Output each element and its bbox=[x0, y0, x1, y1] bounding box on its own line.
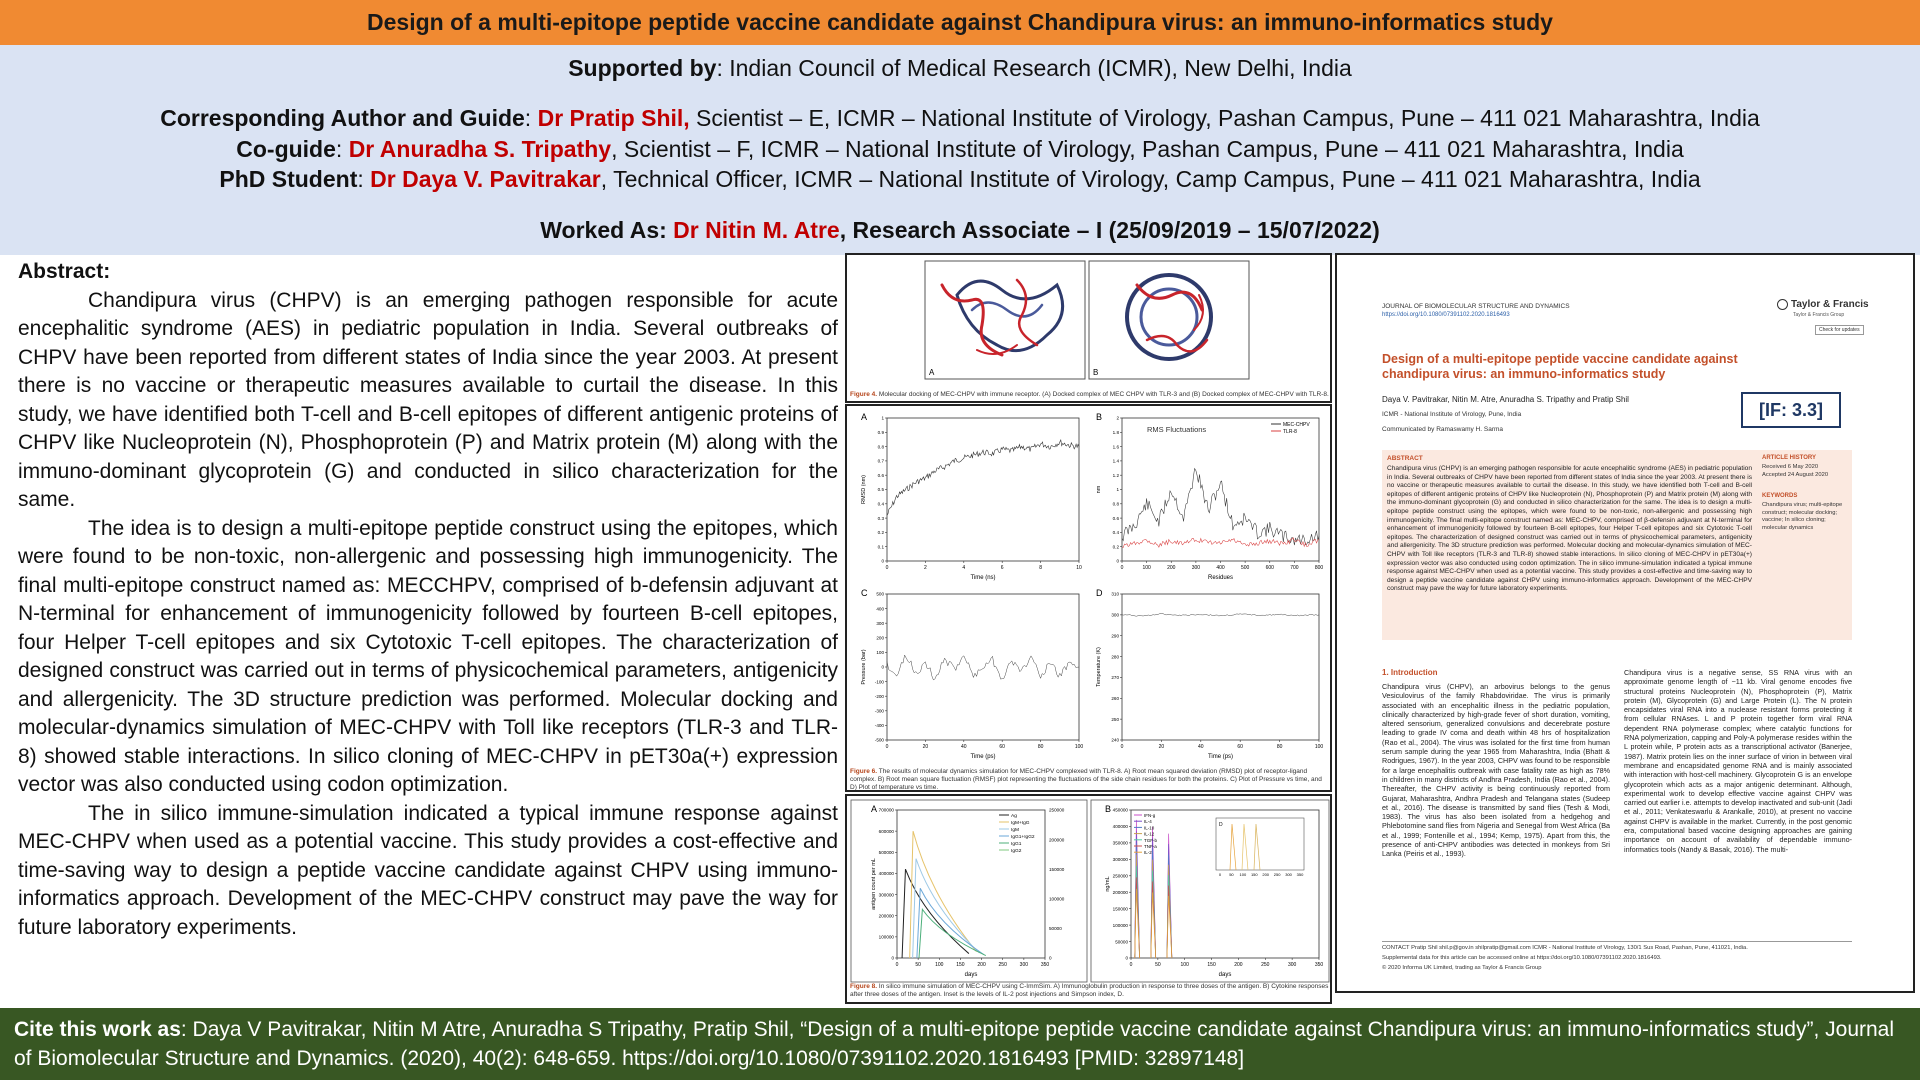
supported-label: Supported by bbox=[568, 55, 717, 81]
chart-0-ytick-label-4: 0.4 bbox=[877, 501, 884, 507]
chart-3-plot-frame bbox=[1122, 594, 1319, 740]
chart-3-xlabel: Time (ps) bbox=[1207, 754, 1234, 760]
immune-b-legend-label-3: IL-12 bbox=[1144, 831, 1155, 837]
chart-0-panel-label: A bbox=[861, 412, 868, 422]
chart-3-xtick-label-5: 100 bbox=[1314, 744, 1324, 750]
chart-0-ytick-label-2: 0.2 bbox=[877, 530, 884, 536]
supported-text: : Indian Council of Medical Research (ICMR), New Delhi, India bbox=[716, 55, 1352, 81]
docking-frame-b bbox=[1089, 261, 1249, 379]
chart-2-xtick-label-1: 20 bbox=[922, 744, 929, 750]
chart-4-xtick-label-7: 350 bbox=[1040, 962, 1050, 968]
impact-factor-badge: [IF: 3.3] bbox=[1741, 392, 1841, 428]
chart-3-ytick-label-0: 240 bbox=[1111, 737, 1119, 743]
chart-0-xtick-label-1: 2 bbox=[924, 565, 927, 571]
chart-2-xtick-label-3: 60 bbox=[999, 744, 1005, 750]
immune-a-legend-label-1: IgM+IgG bbox=[1011, 821, 1030, 826]
figure-6-number: Figure 6. bbox=[850, 768, 878, 775]
chart-1-ytick-label-4: 0.8 bbox=[1112, 501, 1119, 507]
paper-first-page bbox=[1335, 253, 1915, 993]
chart-4-xtick-label-5: 250 bbox=[998, 962, 1007, 968]
chart-1-ytick-label-5: 1 bbox=[1116, 487, 1119, 493]
immune-a-y2tick-label-2: 100000 bbox=[1049, 896, 1065, 902]
chart-2-ytick-label-3: -200 bbox=[874, 693, 884, 699]
chart-4-xtick-label-0: 0 bbox=[895, 962, 899, 968]
cite-text: : Daya V Pavitrakar, Nitin M Atre, Anuradha S Tripathy, Pratip Shil, “Design of a multi-epitope peptide vaccine candidate against Chandipura virus: an immuno-informatics study”, Journal of Biomolecular Structure and Dynamics. (2020), 40(2): 648-659. https://doi.org/10.1080/07391102.2020.1816493 [PMID: 32897148] bbox=[14, 1018, 1895, 1070]
immune-b-inset-xtick-4: 200 bbox=[1262, 872, 1270, 877]
supported-line bbox=[0, 54, 1920, 82]
immune-b-inset-xtick-7: 350 bbox=[1296, 872, 1304, 877]
chart-4-panel-label: A bbox=[871, 804, 878, 814]
chart-1-xtick-label-7: 700 bbox=[1290, 565, 1299, 571]
immune-a-legend-label-3: IgG1+IgG2 bbox=[1011, 835, 1035, 840]
immune-b-legend-label-0: IFN-g bbox=[1144, 813, 1156, 818]
chart-5-xtick-label-4: 200 bbox=[1234, 962, 1243, 968]
chart-5-xlabel: days bbox=[1218, 972, 1232, 978]
abstract-heading: Abstract: bbox=[18, 260, 111, 283]
chart-2-ytick-label-1: -400 bbox=[874, 723, 884, 729]
immune-b-inset-label: D bbox=[1219, 822, 1223, 828]
phd-name: Dr Daya V. Pavitrakar bbox=[370, 166, 601, 192]
docking-label-b: B bbox=[1093, 368, 1099, 377]
paper-doi: https://doi.org/10.1080/07391102.2020.1816493 bbox=[1382, 312, 1510, 318]
figure-8-caption-text: In silico immune simulation of MEC-CHPV using C-ImmSim. A) Immunoglobulin production in response to three doses of the antigen. B) Cytokine responses after three doses of the antigen. Inset is the levels of IL-2 post injections and Simpson index, D. bbox=[850, 983, 1329, 998]
chart-0-ytick-label-9: 0.9 bbox=[877, 430, 884, 435]
chart-4-xtick-label-3: 150 bbox=[956, 962, 965, 968]
worked-as-line bbox=[0, 216, 1920, 244]
chart-2-xtick-label-5: 100 bbox=[1074, 744, 1084, 750]
chart-0-xtick-label-3: 6 bbox=[1000, 565, 1004, 571]
journal-name: JOURNAL OF BIOMOLECULAR STRUCTURE AND DYNAMICS bbox=[1382, 303, 1570, 310]
immune-b-legend-label-1: IL-4 bbox=[1144, 819, 1152, 825]
chart-0-xtick-label-5: 10 bbox=[1076, 565, 1082, 571]
chart-3-xtick-label-0: 0 bbox=[1120, 744, 1124, 750]
chart-2-ytick-label-0: -500 bbox=[874, 737, 884, 743]
chart-5-ytick-label-9: 450000 bbox=[1112, 807, 1128, 813]
immune-b-inset-xtick-2: 100 bbox=[1239, 872, 1247, 877]
paper-authors: Daya V. Pavitrakar, Nitin M. Atre, Anuradha S. Tripathy and Pratip Shil bbox=[1382, 395, 1629, 404]
figure-4-caption bbox=[850, 391, 1330, 399]
immune-a-legend-label-0: Ag bbox=[1011, 814, 1017, 819]
immune-b-inset-frame bbox=[1216, 818, 1304, 870]
immune-b-legend-label-4: TGF-b bbox=[1144, 837, 1157, 843]
rmsf-series-1-line bbox=[1122, 538, 1319, 548]
poster-title: Design of a multi-epitope peptide vaccine candidate against Chandipura virus: an immuno-informatics study bbox=[367, 9, 1553, 35]
immune-b-legend-label-5: TNF-a bbox=[1144, 844, 1157, 849]
chart-4-ytick-label-7: 700000 bbox=[878, 807, 894, 813]
chart-4-ytick-label-1: 100000 bbox=[878, 934, 894, 940]
footer-rule bbox=[1382, 941, 1852, 942]
chart-5-xtick-label-6: 300 bbox=[1287, 962, 1297, 968]
corresponding-text: Scientist – E, ICMR – National Institute of Virology, Pashan Campus, Pune – 411 021 Maharashtra, India bbox=[689, 105, 1760, 131]
chart-0-ytick-label-3: 0.3 bbox=[877, 515, 884, 521]
chart-4-ytick-label-5: 500000 bbox=[878, 849, 894, 855]
chart-0-ytick-label-6: 0.6 bbox=[877, 472, 884, 478]
chart-4-xlabel: days bbox=[964, 972, 978, 978]
introduction-column-2: Chandipura virus is a negative sense, SS RNA virus with an approximate genome length of ~11 kb. Viral genome encodes five structural proteins Nucleoprotein (N), Phosphoprotein (P), Matrix protein (M), Glycoprotein (G) and Large Protein (L). The N protein encapsidates viral RNA into a nuclease resistant forms protecting it from cellular RNAses. L and P protein together form viral RNA dependent RNA polymerase complex; where catalytic functions for RNA polymerization, capping and Poly-A polymerase resides within the L protein while, P protein acts as a transcriptional activator (Banerjee, 1987). Matrix protein lies on the inner surface of virion in between viral membrane and encapsidated genome RNA and is mainly associated with interaction with host-cell machinery. Glycoprotein G is an envelope glycoprotein which acts as a major antigenic determinant. Although, experimental work to develop effective vaccine against CHPV was carried out earlier i.e. attempts to develop inactivated and sub-unit (Jadi et al., 2011; Venkateswarlu & Arankalle, 2010), at present no vaccine against CHPV is available in the market. Currently, in the post genomic era, computational based vaccine designing approaches are gaining importance on account of availability of dependable immuno-informatics tools (Nandy & Basak, 2016). The multi- bbox=[1624, 668, 1852, 854]
coguide-text: , Scientist – F, ICMR – National Institute of Virology, Pashan Campus, Pune – 411 021 Maharashtra, India bbox=[611, 136, 1684, 162]
paper-affiliation: ICMR - National Institute of Virology, Pune, India bbox=[1382, 411, 1522, 418]
chart-2-ytick-label-10: 500 bbox=[876, 591, 884, 597]
chart-2-ytick-label-4: -100 bbox=[874, 679, 884, 685]
citation-bar bbox=[0, 1008, 1920, 1080]
chart-4-xtick-label-6: 300 bbox=[1019, 962, 1029, 968]
chart-1-ytick-label-7: 1.4 bbox=[1112, 458, 1119, 464]
immune-simulation-charts bbox=[847, 796, 1332, 986]
chart-3-xtick-label-3: 60 bbox=[1237, 744, 1243, 750]
chart-2-ytick-label-6: 100 bbox=[876, 650, 884, 656]
chart-3-ytick-label-1: 250 bbox=[1111, 716, 1119, 722]
chart-4-ylabel: antigen count per mL bbox=[871, 858, 877, 910]
chart-1-ytick-label-2: 0.4 bbox=[1112, 530, 1119, 536]
figure-8-caption bbox=[850, 983, 1330, 999]
chart-3-ytick-label-3: 270 bbox=[1111, 675, 1119, 681]
chart-0-ytick-label-5: 0.5 bbox=[877, 487, 884, 493]
chart-3-xtick-label-2: 40 bbox=[1198, 744, 1204, 750]
worked-name: Dr Nitin M. Atre bbox=[673, 217, 840, 243]
immune-a-legend-label-4: IgG1 bbox=[1011, 842, 1022, 847]
chart-5-ytick-label-8: 400000 bbox=[1112, 824, 1128, 830]
chart-3-ytick-label-6: 300 bbox=[1111, 612, 1119, 618]
immune-a-y2tick-label-0: 0 bbox=[1049, 955, 1052, 961]
phd-student-line bbox=[0, 165, 1920, 193]
chart-0-ytick-label-0: 0 bbox=[881, 558, 884, 564]
chart-4-ytick-label-3: 300000 bbox=[878, 892, 894, 898]
immune-b-legend-label-6: IL-2 bbox=[1144, 850, 1152, 856]
figure-4-panel bbox=[845, 253, 1332, 403]
chart-5-xtick-label-2: 100 bbox=[1180, 962, 1189, 968]
chart-1-ytick-label-9: 1.8 bbox=[1112, 430, 1119, 435]
chart-1-xtick-label-2: 200 bbox=[1167, 565, 1176, 571]
chart-5-panel-label: B bbox=[1105, 804, 1112, 814]
chart-1-xtick-label-8: 800 bbox=[1314, 565, 1324, 571]
chart-5-xtick-label-7: 350 bbox=[1314, 962, 1324, 968]
immune-frame-a bbox=[851, 800, 1087, 982]
chart-1-ytick-label-10: 2 bbox=[1116, 415, 1119, 421]
chart-2-ytick-label-9: 400 bbox=[876, 606, 884, 612]
chart-0-xtick-label-0: 0 bbox=[885, 565, 889, 571]
chart-5-ytick-label-5: 250000 bbox=[1112, 873, 1128, 879]
chart-1-title: RMS Fluctuations bbox=[1147, 425, 1207, 434]
chart-3-ytick-label-2: 260 bbox=[1111, 695, 1119, 701]
chart-4-xtick-label-4: 200 bbox=[977, 962, 986, 968]
corresponding-name: Dr Pratip Shil, bbox=[537, 105, 690, 131]
chart-1-ylabel: nm bbox=[1096, 485, 1102, 494]
chart-2-panel-label: C bbox=[861, 588, 868, 598]
chart-3-panel-label: D bbox=[1096, 588, 1103, 598]
keywords-head: KEYWORDS bbox=[1762, 493, 1798, 499]
chart-5-ytick-label-0: 0 bbox=[1125, 955, 1128, 961]
check-updates-badge[interactable]: Check for updates bbox=[1815, 325, 1864, 335]
immune-b-inset-xtick-6: 300 bbox=[1285, 872, 1292, 877]
copyright-line: © 2020 Informa UK Limited, trading as Taylor & Francis Group bbox=[1382, 965, 1542, 971]
corresponding-label: Corresponding Author and Guide bbox=[160, 105, 525, 131]
chart-0-xtick-label-2: 4 bbox=[962, 565, 966, 571]
poster-title-bar bbox=[0, 0, 1920, 45]
communicated-by: Communicated by Ramaswamy H. Sarma bbox=[1382, 426, 1504, 433]
chart-4-xtick-label-1: 50 bbox=[915, 962, 921, 968]
figure-6-panel bbox=[845, 404, 1332, 792]
colon: : bbox=[524, 105, 538, 131]
chart-1-xtick-label-4: 400 bbox=[1216, 565, 1225, 571]
immune-b-inset-xtick-5: 250 bbox=[1273, 872, 1281, 877]
chart-0-ylabel: RMSD (nm) bbox=[861, 474, 867, 505]
paper-title: Design of a multi-epitope peptide vaccine candidate against chandipura virus: an immuno-informatics study bbox=[1382, 352, 1738, 381]
chart-4-ytick-label-0: 0 bbox=[891, 955, 894, 961]
figure-6-caption bbox=[850, 768, 1330, 792]
abstract-paragraph-1: Chandipura virus (CHPV) is an emerging pathogen responsible for acute encephalitic syndrome (AES) in pediatric population in India. Several outbreaks of CHPV have been reported from different states of India since the year 2003. At present there is no vaccine or therapeutic measures available to curtail the disease. In this study, we have identified both T-cell and B-cell epitopes of different antigenic proteins of CHPV like Nucleoprotein (N), Phosphoprotein (P) and Matrix protein (M) along with the immuno-dominant glycoprotein (G) and conducted in silico characterization for the same. bbox=[18, 288, 838, 511]
chart-1-panel-label: B bbox=[1096, 412, 1103, 422]
immune-a-series-3-line bbox=[917, 888, 984, 958]
supplemental-line: Supplemental data for this article can be accessed online at https://doi.org/10.1080/07391102.2020.1816493. bbox=[1382, 955, 1662, 961]
coguide-label: Co-guide bbox=[236, 136, 336, 162]
immune-a-legend-label-5: IgG2 bbox=[1011, 849, 1022, 854]
immune-a-y2tick-label-3: 150000 bbox=[1049, 866, 1065, 872]
colon: : bbox=[357, 166, 371, 192]
chart-0-ytick-label-7: 0.7 bbox=[877, 458, 884, 464]
abstract-paragraph-2: The idea is to design a multi-epitope peptide construct using the epitopes, which were found to be non-toxic, non-allergenic and possessing high immunogenicity. The final multi-epitope construct named as: MECCHPV, comprised of b-defensin adjuvant at N-terminal for enhancement of immunogenicity followed by fourteen B-cell epitopes, four Helper T-cell epitopes and six Cytotoxic T-cell epitopes. The characterization of designed construct was carried out in terms of physicochemical parameters, antigenicity and allergenicity. The 3D structure prediction was performed. Molecular docking and molecular-dynamics simulation of MEC-CHPV with Toll like receptors (TLR-3 and TLR-8) showed stable interactions. In silico cloning of MEC-CHPV in pET30a(+) expression vector was also conducted using codon optimization. bbox=[18, 516, 838, 796]
chart-1-xtick-label-6: 600 bbox=[1265, 565, 1274, 571]
chart-3-ytick-label-7: 310 bbox=[1111, 591, 1119, 597]
docking-structures-image bbox=[847, 255, 1332, 403]
chart-4-xtick-label-2: 100 bbox=[935, 962, 944, 968]
chart-3-ytick-label-5: 290 bbox=[1111, 633, 1119, 639]
chart-0-ytick-label-10: 1 bbox=[881, 415, 884, 421]
chart-0-plot-frame bbox=[887, 418, 1079, 561]
chart-2-xtick-label-0: 0 bbox=[885, 744, 889, 750]
figure-4-caption-text: Molecular docking of MEC-CHPV with immune receptor. (A) Docked complex of MEC CHPV with TLR-3 and (B) Docked complex of MEC-CHPV with TLR-8. bbox=[877, 391, 1329, 398]
chart-5-xtick-label-1: 50 bbox=[1155, 962, 1161, 968]
chart-5-ytick-label-1: 50000 bbox=[1115, 939, 1128, 945]
immune-b-legend-label-2: IL-10 bbox=[1144, 825, 1155, 831]
chart-3-ytick-label-4: 280 bbox=[1111, 654, 1119, 660]
chart-5-xtick-label-3: 150 bbox=[1207, 962, 1216, 968]
chart-3-xtick-label-4: 80 bbox=[1276, 744, 1283, 750]
chart-1-plot-frame bbox=[1122, 418, 1319, 561]
chart-3-xtick-label-1: 20 bbox=[1158, 744, 1165, 750]
phd-text: , Technical Officer, ICMR – National Institute of Virology, Camp Campus, Pune – 411 021 Maharashtra, India bbox=[600, 166, 1701, 192]
chart-1-xlabel: Residues bbox=[1207, 575, 1234, 581]
chart-5-ytick-label-4: 200000 bbox=[1112, 889, 1128, 895]
chart-0-ytick-label-8: 0.8 bbox=[877, 444, 884, 450]
rmsd-series-line bbox=[887, 440, 1079, 515]
docking-label-a: A bbox=[929, 368, 935, 377]
chart-5-ytick-label-6: 300000 bbox=[1112, 857, 1128, 863]
chart-2-ytick-label-5: 0 bbox=[881, 664, 884, 670]
info-band bbox=[0, 45, 1920, 255]
temperature-series-line bbox=[1122, 614, 1319, 617]
pressure-series-line bbox=[887, 655, 1079, 680]
immune-a-series-4-line bbox=[919, 909, 986, 958]
introduction-column-1: Chandipura virus (CHPV), an arbovirus belongs to the genus Vesiculovirus of the family Rhabdoviridae. The virus is primarily associated with an encephalitic illness in the pediatric population, clinically characterized by high-grade fever of short duration, vomiting, altered sensorium, generalized convulsions and decerebrate posture leading to grade IV coma and death within 48 hrs of hospitalization (Rao et al., 2004). The virus was isolated for the first time from human serum sample during the year 1965 from Maharashtra, India (Bhatt & Rodrigues, 1967). In the year 2003, CHPV was found to be responsible for a large encephalitis outbreak with case fatality rate as high as 78% in children in many districts of Andhra Pradesh, India (Rao et al., 2004). Thereafter, the CHPV activity is being continuously reported from Gujarat, Maharashtra, Andhra Pradesh and Telangana states (Sudeep et al., 2016). The disease is transmitted by sand flies (Tesh & Modi, 1983). The virus has also been isolated from a hedgehog and Phlebotomine sand flies from Nigeria and Senegal from West Africa (Ba et al., 1999; Fontenille et al., 1994; Kemp, 1975). Apart from this, the presence of anti-CHPV antibodies was detected in monkeys from Sri Lanka (Peiris et al., 1993). bbox=[1382, 682, 1610, 859]
contact-line: CONTACT Pratip Shil shil.p@gov.in shilpratip@gmail.com ICMR - National Institute of Virology, 130/1 Sus Road, Pashan, Pune, 411021, India. bbox=[1382, 945, 1748, 951]
chart-3-ylabel: Temperature (K) bbox=[1096, 647, 1102, 687]
chart-2-xlabel: Time (ps) bbox=[970, 754, 996, 760]
chart-0-ytick-label-1: 0.1 bbox=[877, 544, 884, 550]
figure-4-number: Figure 4. bbox=[850, 391, 878, 398]
immune-b-inset-xtick-0: 0 bbox=[1218, 872, 1222, 877]
rmsf-legend-label-1: TLR-8 bbox=[1283, 429, 1297, 435]
keywords: Chandipura virus; multi-epitope construct; molecular docking; vaccine; In silico cloning; molecular dynamics bbox=[1762, 502, 1843, 531]
rmsf-series-0-line bbox=[1122, 469, 1319, 546]
worked-label: Worked As: bbox=[540, 217, 674, 243]
immune-a-y2tick-label-4: 200000 bbox=[1049, 837, 1065, 843]
chart-0-xlabel: Time (ns) bbox=[970, 575, 996, 581]
phd-label: PhD Student bbox=[219, 166, 358, 192]
coguide-name: Dr Anuradha S. Tripathy bbox=[348, 136, 612, 162]
coguide-line bbox=[0, 135, 1920, 163]
immune-a-y2tick-label-5: 250000 bbox=[1049, 807, 1065, 813]
figure-6-caption-text: The results of molecular dynamics simulation for MEC-CHPV complexed with TLR-8. A) Root mean squared deviation (RMSD) plot of receptor-ligand complex. B) Root mean square fluctuation (RMSF) plot representing the fluctuations of the side chain residues for both the proteins. C) Plot of Pressure vs time, and D) Plot of temperature vs time. bbox=[850, 768, 1322, 791]
chart-4-ytick-label-4: 400000 bbox=[878, 871, 894, 877]
chart-1-xtick-label-5: 500 bbox=[1240, 565, 1250, 571]
article-history-head: ARTICLE HISTORY bbox=[1762, 455, 1817, 461]
immune-a-legend-label-2: IgM bbox=[1011, 828, 1019, 833]
chart-1-ytick-label-0: 0 bbox=[1116, 558, 1119, 564]
chart-1-ytick-label-3: 0.6 bbox=[1112, 515, 1119, 521]
figure-8-number: Figure 8. bbox=[850, 983, 878, 990]
chart-5-ytick-label-3: 150000 bbox=[1112, 906, 1128, 912]
chart-5-ylabel: ng/mL bbox=[1105, 876, 1111, 892]
paper-abstract-body: Chandipura virus (CHPV) is an emerging pathogen responsible for acute encephalitic syndrome (AES) in pediatric population in India. Several outbreaks of CHPV have been reported from different states of India since the year 2003. At present there is no vaccine or therapeutic measures available to curtail the disease. In this study, we have identified both T-cell and B-cell epitopes of different antigenic proteins of CHPV like Nucleoprotein (N), Phosphoprotein (P) and Matrix protein (M) along with the immuno-dominant glycoprotein (G) and conducted in silico characterization for the same. The idea is to design a multi-epitope peptide construct using the epitopes, which were found to be non-toxic, non-allergenic and possessing high immunogenicity. The final multi-epitope construct named as: MEC-CHPV, comprised of β-defensin adjuvant at N-terminal for enhancement of immunogenicity followed by fourteen B-cell epitopes, four Helper T-cell epitopes and six Cytotoxic T-cell epitopes. The characterization of designed construct was carried out in terms of physicochemical parameters, antigenicity and allergenicity. The 3D structure prediction was performed. Molecular docking and molecular-dynamics simulation of MEC-CHPV with Toll like receptors (TLR-3 and TLR-8) showed stable interactions. In silico cloning of MEC-CHPV in pET30a(+) expression vector was also conducted using codon optimization. The in silico immune-simulation indicated a typical immune response against MEC-CHPV when used as a potential vaccine. This study provides a cost-effective and time-saving way to design a peptide vaccine candidate against CHPV using immuno-informatics approach. Development of the MEC-CHPV construct may pave the way for future laboratory experiments. bbox=[1387, 465, 1752, 593]
worked-text: , Research Associate – I (25/09/2019 – 15/07/2022) bbox=[839, 217, 1380, 243]
paper-abstract-head: ABSTRACT bbox=[1387, 455, 1423, 462]
chart-4-ytick-label-6: 600000 bbox=[878, 828, 894, 834]
chart-1-xtick-label-3: 300 bbox=[1191, 565, 1201, 571]
corresponding-author-line bbox=[0, 104, 1920, 132]
publisher-name: Taylor & Francis bbox=[1791, 299, 1869, 311]
chart-1-ytick-label-1: 0.2 bbox=[1112, 544, 1119, 550]
figure-8-panel bbox=[845, 794, 1332, 1004]
immune-a-y2tick-label-1: 50000 bbox=[1049, 926, 1062, 932]
chart-2-ylabel: Pressure (bar) bbox=[861, 649, 867, 685]
immune-b-inset-xtick-1: 50 bbox=[1229, 872, 1234, 877]
chart-5-xtick-label-5: 250 bbox=[1261, 962, 1270, 968]
chart-2-xtick-label-4: 80 bbox=[1037, 744, 1044, 750]
chart-5-ytick-label-7: 350000 bbox=[1112, 840, 1128, 846]
abstract-section bbox=[18, 258, 838, 942]
publisher-sub: Taylor & Francis Group bbox=[1793, 312, 1845, 318]
chart-2-ytick-label-8: 300 bbox=[876, 620, 884, 626]
md-simulation-charts bbox=[847, 406, 1332, 766]
chart-5-ytick-label-2: 100000 bbox=[1112, 922, 1128, 928]
chart-1-xtick-label-1: 100 bbox=[1142, 565, 1151, 571]
cite-label: Cite this work as bbox=[14, 1018, 181, 1041]
chart-2-xtick-label-2: 40 bbox=[961, 744, 967, 750]
chart-1-xtick-label-0: 0 bbox=[1120, 565, 1124, 571]
publisher-logo bbox=[1777, 299, 1869, 310]
chart-1-ytick-label-8: 1.6 bbox=[1112, 444, 1119, 450]
abstract-paragraph-3: The in silico immune-simulation indicated a typical immune response against MEC-CHPV when used as a potential vaccine. This study provides a cost-effective and time-saving way to design a peptide vaccine candidate against CHPV using immuno-informatics approach. Development of the MEC-CHPV construct may pave the way for future laboratory experiments. bbox=[18, 801, 838, 939]
chart-4-ytick-label-2: 200000 bbox=[878, 913, 894, 919]
chart-2-ytick-label-2: -300 bbox=[874, 708, 884, 714]
chart-5-xtick-label-0: 0 bbox=[1129, 962, 1133, 968]
rmsf-legend-label-0: MEC-CHPV bbox=[1283, 422, 1310, 428]
article-history: Received 6 May 2020 Accepted 24 August 2020 bbox=[1762, 464, 1829, 478]
chart-1-ytick-label-6: 1.2 bbox=[1112, 472, 1119, 478]
chart-4-plot-frame bbox=[897, 810, 1045, 958]
colon: : bbox=[335, 136, 349, 162]
chart-2-plot-frame bbox=[887, 594, 1079, 740]
introduction-head: 1. Introduction bbox=[1382, 668, 1438, 677]
publisher-logo-icon bbox=[1777, 299, 1788, 310]
immune-b-inset-xtick-3: 150 bbox=[1250, 872, 1258, 877]
chart-0-xtick-label-4: 8 bbox=[1039, 565, 1042, 571]
chart-2-ytick-label-7: 200 bbox=[876, 635, 884, 641]
